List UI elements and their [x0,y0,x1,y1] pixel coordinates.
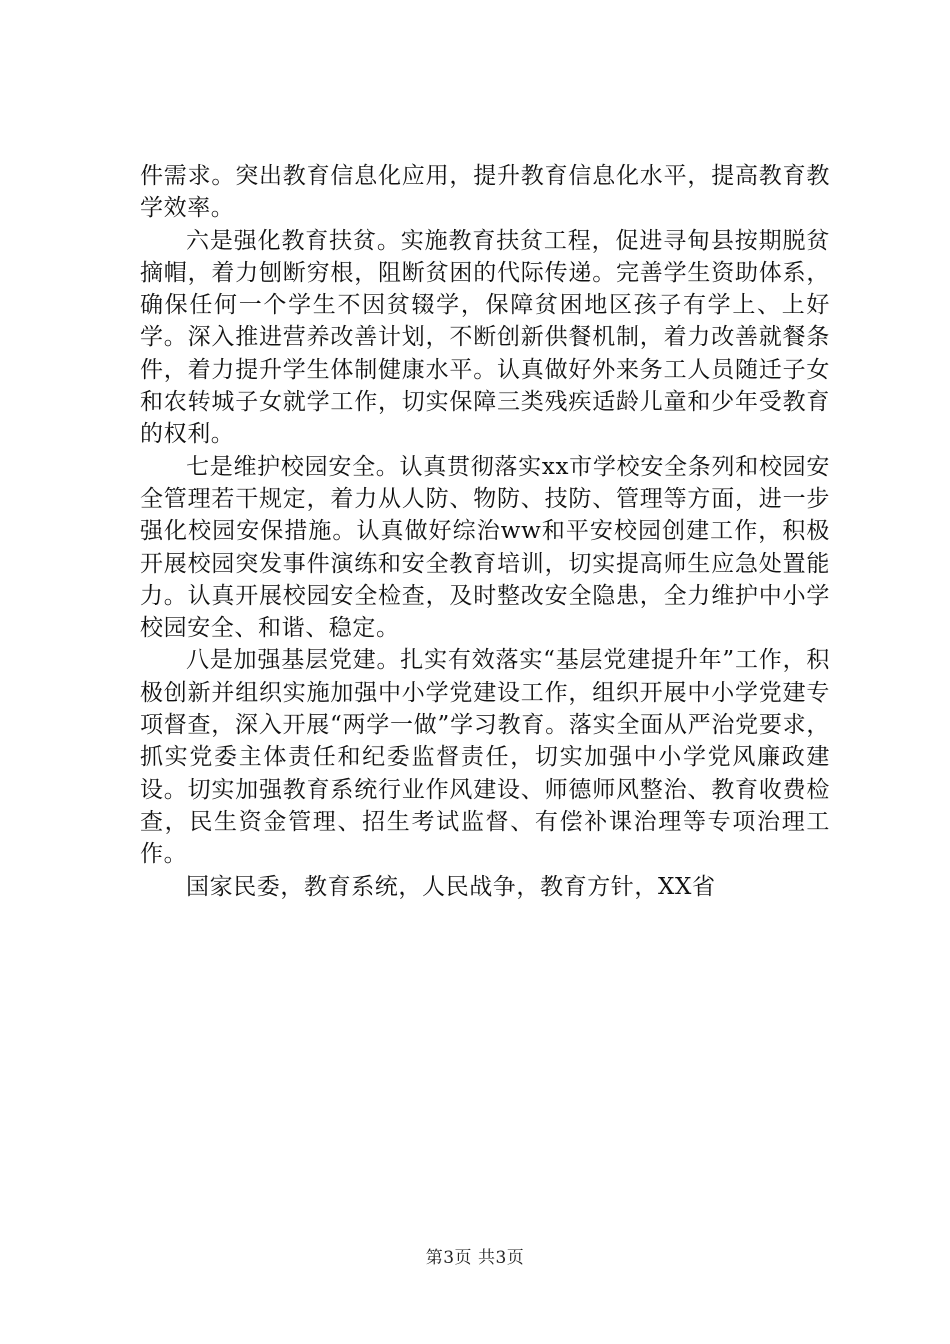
paragraph-continuation: 件需求。突出教育信息化应用，提升教育信息化水平，提高教育教学效率。 [140,163,830,222]
paragraph-poverty-alleviation: 六是强化教育扶贫。实施教育扶贫工程，促进寻甸县按期脱贫摘帽，着力刨断穷根，阻断贫困的代际传递。完善学生资助体系，确保任何一个学生不因贫辍学，保障贫困地区孩子有学上、上好学。深入推进营养改善计划，不断创新供餐机制，着力改善就餐条件，着力提升学生体制健康水平。认真做好外来务工人员随迁子女和农转城子女就学工作，切实保障三类残疾适龄儿童和少年受教育的权利。 [140,227,830,448]
paragraph-keywords: 国家民委，教育系统，人民战争，教育方针，XX省 [186,873,716,900]
page-footer: 第3页 共3页 [425,1248,525,1268]
paragraph-campus-safety: 七是维护校园安全。认真贯彻落实xx市学校安全条列和校园安全管理若干规定，着力从人防、物防、技防、管理等方面，进一步强化校园安保措施。认真做好综治ww和平安校园创建工作，积极开展校园突发事件演练和安全教育培训，切实提高师生应急处置能力。认真开展校园安全检查，及时整改安全隐患，全力维护中小学校园安全、和谐、稳定。 [140,453,830,642]
paragraph-party-building: 八是加强基层党建。扎实有效落实“基层党建提升年”工作，积极创新并组织实施加强中小学党建设工作，组织开展中小学党建专项督查，深入开展“两学一做”学习教育。落实全面从严治党要求，抓实党委主体责任和纪委监督责任，切实加强中小学党风廉政建设。切实加强教育系统行业作风建设、师德师风整治、教育收费检查，民生资金管理、招生考试监督、有偿补课治理等专项治理工作。 [140,647,830,868]
document-body [140,160,830,903]
